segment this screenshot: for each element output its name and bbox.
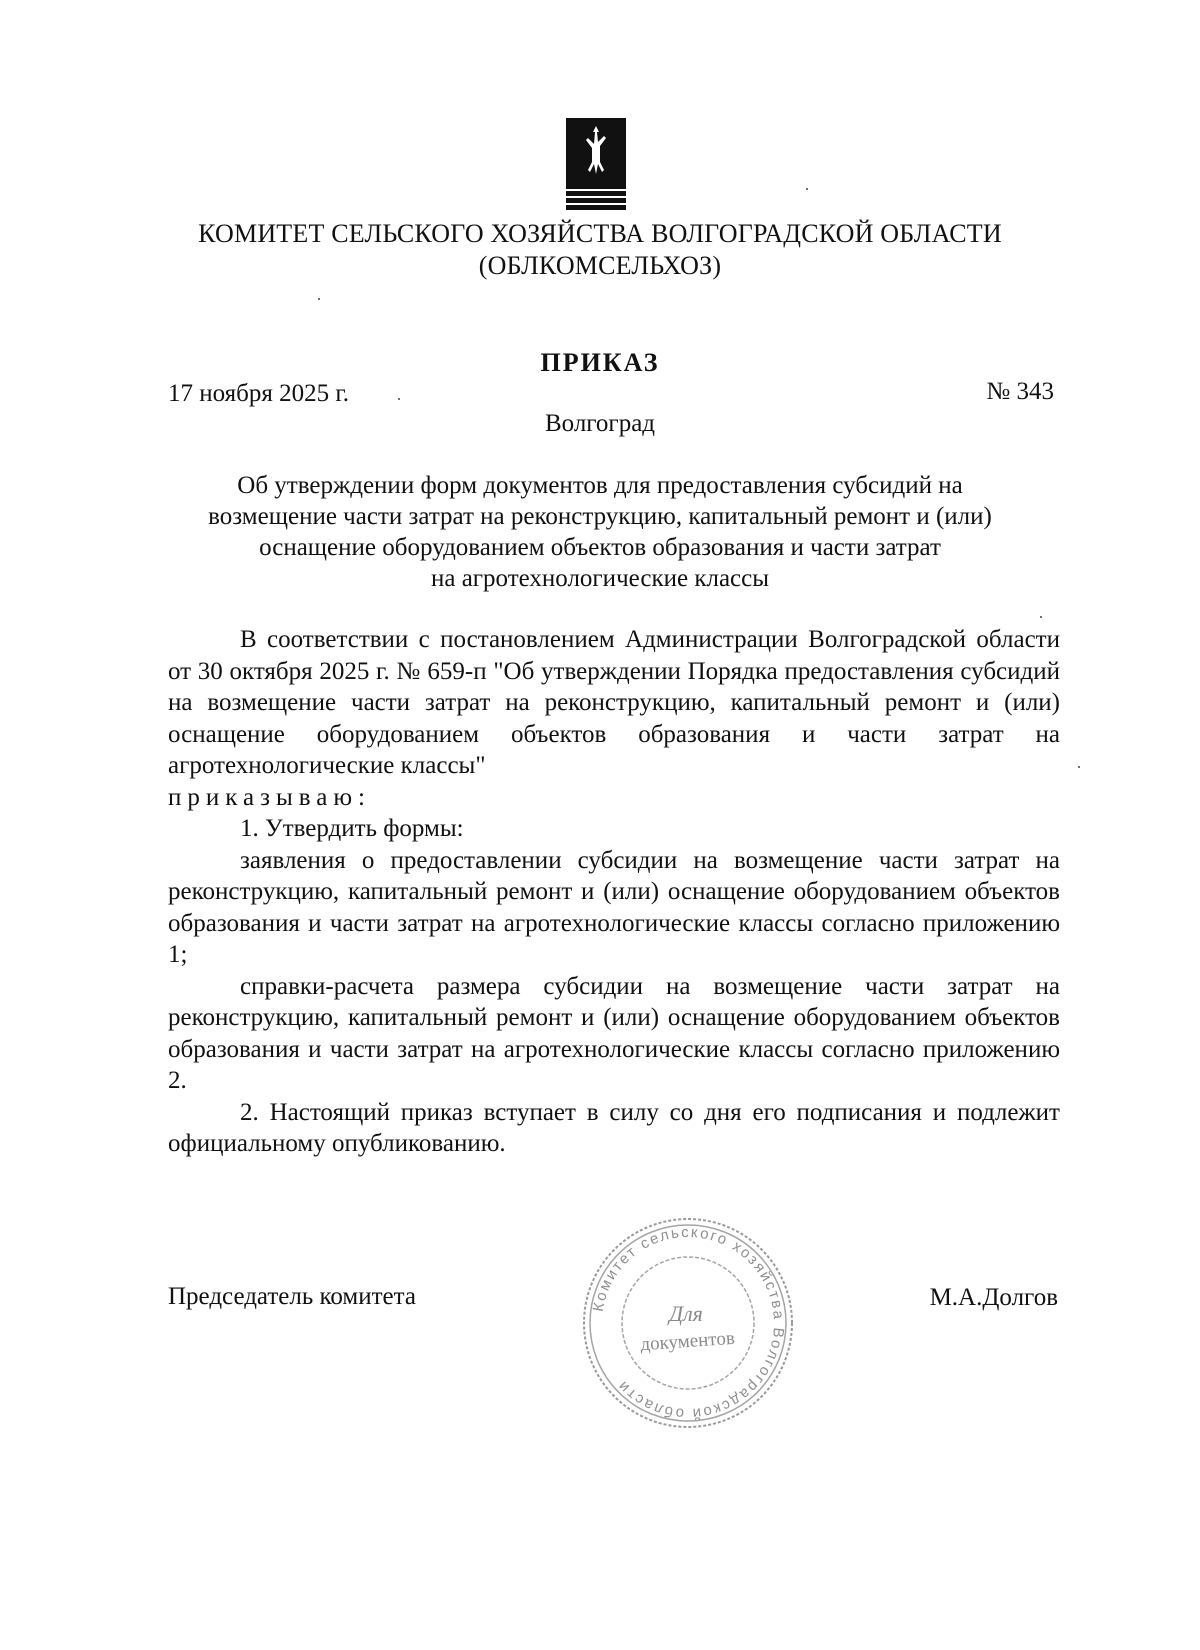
form-1-paragraph: заявления о предоставлении субсидии на возмещение части затрат на реконструкцию, капитальный ремонт и (или) оснащение оборудованием объектов образования и части затрат на агротехнологические классы согласно приложению 1; — [168, 846, 1060, 968]
subject-line: на агротехнологические классы — [430, 565, 770, 592]
document-header — [0, 218, 1200, 282]
scan-speck — [1040, 616, 1042, 618]
order-subject — [0, 470, 1200, 594]
subject-line: возмещение части затрат на реконструкцию, капитальный ремонт и (или) — [208, 503, 992, 530]
signatory-name: М.А.Долгов — [929, 1284, 1058, 1311]
subject-line: Об утверждении форм документов для предоставления субсидий на — [237, 472, 963, 499]
scan-speck — [398, 398, 400, 400]
org-short-name: (ОБЛКОМСЕЛЬХОЗ) — [478, 251, 722, 280]
order-city: Волгоград — [544, 410, 656, 437]
order-date: 17 ноября 2025 г. — [168, 380, 350, 407]
svg-text:документов: документов — [639, 1327, 736, 1356]
order-number: № 343 — [986, 378, 1054, 405]
scan-speck — [1078, 766, 1080, 768]
form-2-paragraph: справки-расчета размера субсидии на возмещение части затрат на реконструкцию, капитальный ремонт и (или) оснащение оборудованием объектов образования и части затрат на агротехнологические классы согласно приложению 2. — [168, 972, 1060, 1094]
scan-speck — [318, 298, 320, 300]
subject-line: оснащение оборудованием объектов образования и части затрат — [259, 534, 941, 561]
svg-text:Для: Для — [669, 1301, 703, 1326]
scan-speck — [806, 188, 808, 190]
order-word: приказываю: — [168, 783, 371, 811]
signatory-title: Председатель комитета — [168, 1283, 416, 1310]
official-stamp — [578, 1213, 798, 1433]
item-2: 2. Настоящий приказ вступает в силу со дня его подписания и подлежит официальному опубликованию. — [168, 1098, 1060, 1157]
org-name: КОМИТЕТ СЕЛЬСКОГО ХОЗЯЙСТВА ВОЛГОГРАДСКОЙ ОБЛАСТИ — [198, 219, 1002, 248]
order-body — [168, 624, 1060, 1160]
preamble-paragraph: В соответствии с постановлением Администрации Волгоградской области от 30 октября 2025 г. № 659-п "Об утверждении Порядка предоставления субсидий на возмещение части затрат на реконструкцию, капитальный ремонт и (или) оснащение оборудованием объектов образования и части затрат на агротехнологические классы" — [168, 626, 1060, 779]
svg-text:Комитет сельского хозяйства Во: Комитет сельского хозяйства Волгоградской области — [589, 1223, 788, 1423]
volgograd-emblem-icon — [566, 118, 626, 210]
item-1: 1. Утвердить формы: — [240, 815, 464, 842]
order-title: ПРИКАЗ — [540, 348, 660, 377]
